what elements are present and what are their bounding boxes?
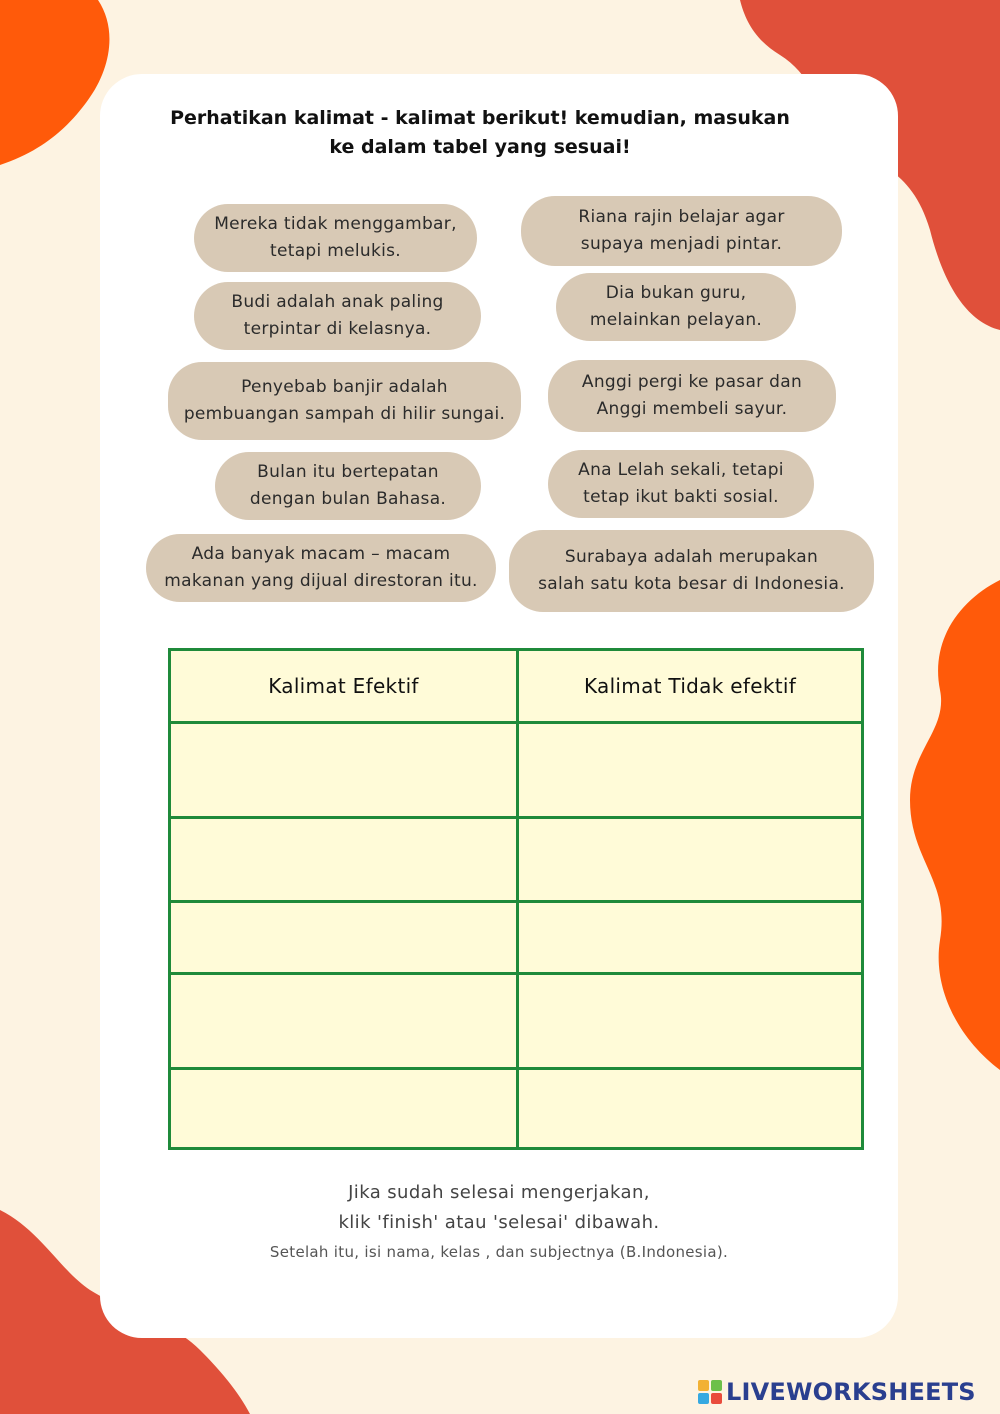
drop-cell-efektif[interactable] [171,724,516,816]
drop-cell-tidak-efektif[interactable] [519,975,861,1067]
sentence-line-2: terpintar di kelasnya. [243,319,432,339]
sentence-line-1: Penyebab banjir adalah [241,377,448,397]
drop-cell-tidak-efektif[interactable] [519,1070,861,1147]
drop-cell-tidak-efektif[interactable] [519,819,861,900]
sentence-line-2: melainkan pelayan. [589,310,763,330]
sentence-pill[interactable] [548,450,814,518]
drop-cell-tidak-efektif[interactable] [519,903,861,972]
instruction-line-2: ke dalam tabel yang sesuai! [329,136,631,158]
footer-line-3: Setelah itu, isi nama, kelas , dan subjectnya (B.Indonesia). [269,1243,729,1261]
sentence-line-1: Surabaya adalah merupakan [564,547,819,567]
classification-table [168,648,864,1150]
header-kalimat-tidak-efektif: Kalimat Tidak efektif [583,674,797,698]
footer-line-1: Jika sudah selesai mengerjakan, [348,1182,650,1203]
sentence-line-2: pembuangan sampah di hilir sungai. [183,404,506,424]
sentence-pill[interactable] [521,196,842,266]
sentence-pill[interactable] [215,452,481,520]
liveworksheets-logo-icon [698,1380,722,1404]
sentence-pill[interactable] [168,362,521,440]
sentence-line-2: salah satu kota besar di Indonesia. [538,574,845,594]
drop-cell-efektif[interactable] [171,819,516,900]
sentence-line-2: tetapi melukis. [270,241,401,261]
sentence-line-1: Bulan itu bertepatan [257,462,439,482]
sentence-pill[interactable] [146,534,496,602]
drop-cell-tidak-efektif[interactable] [519,724,861,816]
instruction-line-1: Perhatikan kalimat - kalimat berikut! kemudian, masukan [170,107,790,129]
sentence-line-2: makanan yang dijual direstoran itu. [164,571,478,591]
right-orange-blob [900,580,1000,1080]
sentence-line-2: Anggi membeli sayur. [596,399,788,419]
sentence-line-1: Ana Lelah sekali, tetapi [578,460,784,480]
sentence-line-2: supaya menjadi pintar. [580,234,783,254]
brand-name: LIVEWORKSHEETS [726,1378,976,1406]
sentence-pill[interactable] [509,530,874,612]
sentence-line-1: Budi adalah anak paling [231,292,444,312]
sentence-pill[interactable] [194,204,477,272]
sentence-pill[interactable] [556,273,796,341]
sentence-line-1: Anggi pergi ke pasar dan [581,372,803,392]
footer-line-2: klik 'finish' atau 'selesai' dibawah. [338,1212,660,1233]
drop-cell-efektif[interactable] [171,903,516,972]
liveworksheets-brand [698,1378,976,1406]
drop-cell-efektif[interactable] [171,975,516,1067]
header-kalimat-efektif: Kalimat Efektif [268,674,419,698]
sentence-line-1: Riana rajin belajar agar [578,207,785,227]
sentence-pill[interactable] [548,360,836,432]
sentence-line-2: tetap ikut bakti sosial. [583,487,779,507]
sentence-line-1: Dia bukan guru, [605,283,747,303]
sentence-pill[interactable] [194,282,481,350]
drop-cell-efektif[interactable] [171,1070,516,1147]
sentence-line-2: dengan bulan Bahasa. [249,489,447,509]
sentence-line-1: Mereka tidak menggambar, [214,214,457,234]
instruction-text [150,104,810,162]
sentence-line-1: Ada banyak macam – macam [191,544,451,564]
